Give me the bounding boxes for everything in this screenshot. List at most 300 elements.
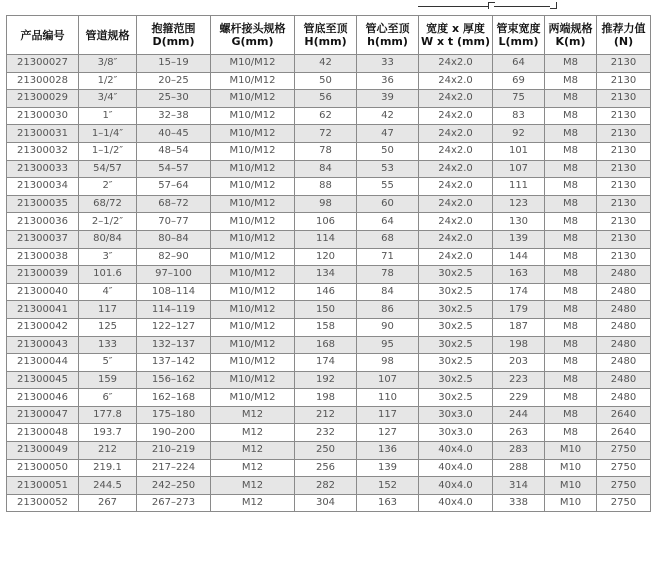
table-cell: 2480: [597, 389, 651, 407]
table-cell: 40x4.0: [419, 442, 493, 460]
table-body: [7, 55, 651, 512]
table-cell: 30x3.0: [419, 406, 493, 424]
table-cell: M10/M12: [211, 107, 295, 125]
table-cell: 2130: [597, 248, 651, 266]
table-cell: 30x2.5: [419, 336, 493, 354]
column-header-label: 两端规格: [548, 22, 593, 35]
table-cell: 174: [493, 283, 545, 301]
table-cell: 219.1: [79, 459, 137, 477]
table-cell: 177.8: [79, 406, 137, 424]
table-cell: 84: [295, 160, 357, 178]
table-cell: M8: [545, 371, 597, 389]
table-row: [7, 494, 651, 512]
table-cell: 282: [295, 477, 357, 495]
table-cell: 250: [295, 442, 357, 460]
table-cell: 21300030: [7, 107, 79, 125]
table-cell: 68/72: [79, 195, 137, 213]
table-cell: M10: [545, 477, 597, 495]
spec-table: [6, 15, 651, 512]
table-cell: 71: [357, 248, 419, 266]
table-cell: 1/2″: [79, 72, 137, 90]
column-header: [211, 16, 295, 55]
table-cell: 1–1/4″: [79, 125, 137, 143]
table-cell: 21300027: [7, 55, 79, 73]
table-cell: 110: [357, 389, 419, 407]
table-cell: M8: [545, 160, 597, 178]
table-cell: 21300050: [7, 459, 79, 477]
table-cell: M10/M12: [211, 318, 295, 336]
table-cell: M10: [545, 459, 597, 477]
table-cell: 134: [295, 266, 357, 284]
table-cell: 62: [295, 107, 357, 125]
table-cell: M10/M12: [211, 389, 295, 407]
table-cell: 162–168: [137, 389, 211, 407]
column-header-unit: (N): [613, 35, 634, 48]
table-cell: 152: [357, 477, 419, 495]
table-cell: M10/M12: [211, 354, 295, 372]
table-cell: 69: [493, 72, 545, 90]
table-cell: 60: [357, 195, 419, 213]
table-cell: 54–57: [137, 160, 211, 178]
table-cell: 21300042: [7, 318, 79, 336]
table-cell: 24x2.0: [419, 195, 493, 213]
table-cell: 70–77: [137, 213, 211, 231]
table-row: [7, 459, 651, 477]
table-cell: 314: [493, 477, 545, 495]
table-cell: 212: [79, 442, 137, 460]
table-row: [7, 406, 651, 424]
table-cell: M8: [545, 266, 597, 284]
table-cell: 21300029: [7, 90, 79, 108]
table-row: [7, 72, 651, 90]
table-cell: 267–273: [137, 494, 211, 512]
table-cell: 187: [493, 318, 545, 336]
table-cell: M10/M12: [211, 195, 295, 213]
table-cell: M10/M12: [211, 160, 295, 178]
table-cell: 2480: [597, 371, 651, 389]
table-cell: 2130: [597, 142, 651, 160]
table-row: [7, 424, 651, 442]
table-cell: M10/M12: [211, 125, 295, 143]
table-cell: 2480: [597, 354, 651, 372]
table-cell: 21300038: [7, 248, 79, 266]
table-row: [7, 90, 651, 108]
table-cell: 21300048: [7, 424, 79, 442]
table-cell: 2130: [597, 213, 651, 231]
table-cell: M10/M12: [211, 230, 295, 248]
table-cell: 203: [493, 354, 545, 372]
table-cell: 2480: [597, 266, 651, 284]
table-row: [7, 336, 651, 354]
table-cell: 21300036: [7, 213, 79, 231]
table-cell: 174: [295, 354, 357, 372]
table-cell: 123: [493, 195, 545, 213]
table-cell: M8: [545, 213, 597, 231]
table-cell: 24x2.0: [419, 213, 493, 231]
table-row: [7, 266, 651, 284]
table-cell: 42: [357, 107, 419, 125]
table-cell: 163: [493, 266, 545, 284]
table-cell: M12: [211, 442, 295, 460]
table-cell: 2130: [597, 195, 651, 213]
table-cell: 156–162: [137, 371, 211, 389]
table-cell: 21300044: [7, 354, 79, 372]
table-cell: 24x2.0: [419, 55, 493, 73]
table-cell: 107: [493, 160, 545, 178]
table-row: [7, 389, 651, 407]
column-header-label: 推荐力值: [601, 22, 646, 35]
table-cell: 114: [295, 230, 357, 248]
table-cell: M8: [545, 142, 597, 160]
table-row: [7, 142, 651, 160]
table-cell: M10/M12: [211, 371, 295, 389]
table-cell: 30x2.5: [419, 301, 493, 319]
table-cell: 137–142: [137, 354, 211, 372]
table-cell: 40–45: [137, 125, 211, 143]
table-cell: 101: [493, 142, 545, 160]
table-cell: 2750: [597, 442, 651, 460]
table-cell: M10: [545, 494, 597, 512]
table-cell: 6″: [79, 389, 137, 407]
table-cell: 2750: [597, 459, 651, 477]
table-cell: 158: [295, 318, 357, 336]
table-header-row: [7, 16, 651, 55]
table-cell: M8: [545, 354, 597, 372]
table-cell: 24x2.0: [419, 248, 493, 266]
table-cell: 130: [493, 213, 545, 231]
table-cell: 2640: [597, 424, 651, 442]
table-cell: M12: [211, 424, 295, 442]
table-cell: 86: [357, 301, 419, 319]
table-cell: 150: [295, 301, 357, 319]
table-cell: 39: [357, 90, 419, 108]
table-cell: 80/84: [79, 230, 137, 248]
table-cell: 242–250: [137, 477, 211, 495]
table-cell: 283: [493, 442, 545, 460]
table-cell: M8: [545, 318, 597, 336]
table-cell: 30x3.0: [419, 424, 493, 442]
table-row: [7, 178, 651, 196]
table-cell: 256: [295, 459, 357, 477]
table-cell: 21300041: [7, 301, 79, 319]
table-cell: 80–84: [137, 230, 211, 248]
table-cell: 15–19: [137, 55, 211, 73]
column-header: [295, 16, 357, 55]
table-cell: 217–224: [137, 459, 211, 477]
table-cell: 338: [493, 494, 545, 512]
table-cell: 21300032: [7, 142, 79, 160]
table-cell: M10/M12: [211, 301, 295, 319]
table-cell: 175–180: [137, 406, 211, 424]
column-header-unit: G(mm): [231, 35, 274, 48]
table-cell: M10/M12: [211, 142, 295, 160]
table-cell: 146: [295, 283, 357, 301]
table-cell: 2480: [597, 283, 651, 301]
table-cell: 21300052: [7, 494, 79, 512]
table-row: [7, 125, 651, 143]
table-cell: M10: [545, 442, 597, 460]
table-cell: 132–137: [137, 336, 211, 354]
table-cell: 21300037: [7, 230, 79, 248]
table-cell: 21300035: [7, 195, 79, 213]
table-cell: 139: [493, 230, 545, 248]
table-row: [7, 442, 651, 460]
table-row: [7, 195, 651, 213]
table-cell: 53: [357, 160, 419, 178]
table-cell: 2750: [597, 477, 651, 495]
table-cell: 2130: [597, 107, 651, 125]
table-cell: 2640: [597, 406, 651, 424]
table-cell: 30x2.5: [419, 371, 493, 389]
table-cell: M10/M12: [211, 72, 295, 90]
column-header-unit: K(m): [555, 35, 586, 48]
table-row: [7, 107, 651, 125]
table-cell: 168: [295, 336, 357, 354]
table-cell: 198: [493, 336, 545, 354]
table-cell: M8: [545, 230, 597, 248]
table-cell: M8: [545, 107, 597, 125]
table-cell: 2480: [597, 336, 651, 354]
table-row: [7, 477, 651, 495]
table-cell: 30x2.5: [419, 354, 493, 372]
table-cell: 2–1/2″: [79, 213, 137, 231]
table-cell: 244: [493, 406, 545, 424]
table-row: [7, 160, 651, 178]
table-cell: 98: [357, 354, 419, 372]
table-cell: 179: [493, 301, 545, 319]
column-header-unit: H(mm): [304, 35, 347, 48]
table-cell: 190–200: [137, 424, 211, 442]
column-header-unit: D(mm): [152, 35, 195, 48]
table-cell: M12: [211, 406, 295, 424]
column-header-unit: h(mm): [367, 35, 408, 48]
table-cell: M10/M12: [211, 55, 295, 73]
table-cell: 21300034: [7, 178, 79, 196]
column-header-label: 抱箍范围: [151, 22, 196, 35]
table-cell: 2″: [79, 178, 137, 196]
table-cell: M8: [545, 424, 597, 442]
table-cell: 2130: [597, 230, 651, 248]
table-cell: M8: [545, 301, 597, 319]
column-header: [137, 16, 211, 55]
table-cell: 263: [493, 424, 545, 442]
table-cell: 68–72: [137, 195, 211, 213]
table-cell: 144: [493, 248, 545, 266]
table-cell: 122–127: [137, 318, 211, 336]
top-bracket-mark: [0, 0, 658, 14]
table-cell: 36: [357, 72, 419, 90]
table-cell: 210–219: [137, 442, 211, 460]
column-header-label: 管束宽度: [496, 22, 541, 35]
table-cell: 64: [493, 55, 545, 73]
table-cell: 193.7: [79, 424, 137, 442]
table-cell: 232: [295, 424, 357, 442]
column-header: [493, 16, 545, 55]
table-cell: 2130: [597, 160, 651, 178]
table-cell: 24x2.0: [419, 178, 493, 196]
table-cell: 267: [79, 494, 137, 512]
table-cell: 163: [357, 494, 419, 512]
column-header-unit: W x t (mm): [421, 35, 490, 48]
table-cell: 92: [493, 125, 545, 143]
table-cell: 24x2.0: [419, 125, 493, 143]
table-cell: 30x2.5: [419, 389, 493, 407]
table-cell: 97–100: [137, 266, 211, 284]
table-cell: M8: [545, 406, 597, 424]
table-cell: 40x4.0: [419, 477, 493, 495]
table-cell: 42: [295, 55, 357, 73]
table-cell: M8: [545, 195, 597, 213]
table-cell: 229: [493, 389, 545, 407]
table-cell: M8: [545, 283, 597, 301]
column-header: [419, 16, 493, 55]
table-cell: 304: [295, 494, 357, 512]
table-cell: 2750: [597, 494, 651, 512]
table-cell: 106: [295, 213, 357, 231]
table-cell: 72: [295, 125, 357, 143]
column-header-label: 螺杆接头规格: [219, 22, 286, 35]
column-header: [597, 16, 651, 55]
table-cell: 30x2.5: [419, 266, 493, 284]
table-cell: M12: [211, 494, 295, 512]
table-cell: 40x4.0: [419, 459, 493, 477]
table-row: [7, 301, 651, 319]
table-cell: 50: [295, 72, 357, 90]
table-cell: 127: [357, 424, 419, 442]
table-cell: 1″: [79, 107, 137, 125]
table-cell: 125: [79, 318, 137, 336]
table-cell: 21300047: [7, 406, 79, 424]
table-cell: M8: [545, 389, 597, 407]
table-cell: 90: [357, 318, 419, 336]
column-header-label: 产品编号: [20, 28, 65, 42]
table-cell: 288: [493, 459, 545, 477]
table-cell: 244.5: [79, 477, 137, 495]
table-cell: 24x2.0: [419, 107, 493, 125]
table-cell: 212: [295, 406, 357, 424]
column-header-label: 管底至顶: [303, 22, 348, 35]
column-header-label: 管心至顶: [365, 22, 410, 35]
table-row: [7, 318, 651, 336]
table-cell: 78: [357, 266, 419, 284]
table-cell: 2480: [597, 318, 651, 336]
table-cell: 24x2.0: [419, 230, 493, 248]
table-cell: M10/M12: [211, 336, 295, 354]
table-cell: 55: [357, 178, 419, 196]
table-cell: 21300046: [7, 389, 79, 407]
table-cell: 24x2.0: [419, 72, 493, 90]
table-cell: 24x2.0: [419, 142, 493, 160]
table-cell: 75: [493, 90, 545, 108]
table-cell: 21300033: [7, 160, 79, 178]
table-cell: 2130: [597, 90, 651, 108]
table-cell: 2130: [597, 55, 651, 73]
column-header: [545, 16, 597, 55]
table-row: [7, 371, 651, 389]
table-cell: 2130: [597, 125, 651, 143]
table-cell: 192: [295, 371, 357, 389]
column-header: [357, 16, 419, 55]
table-cell: 21300045: [7, 371, 79, 389]
table-cell: 21300043: [7, 336, 79, 354]
table-cell: 114–119: [137, 301, 211, 319]
table-cell: M12: [211, 477, 295, 495]
table-cell: 3/8″: [79, 55, 137, 73]
table-cell: M8: [545, 178, 597, 196]
table-cell: 223: [493, 371, 545, 389]
column-header-label: 宽度 x 厚度: [426, 22, 485, 35]
table-cell: 30x2.5: [419, 318, 493, 336]
table-cell: 117: [79, 301, 137, 319]
table-cell: 21300028: [7, 72, 79, 90]
column-header: [7, 16, 79, 55]
column-header: [79, 16, 137, 55]
table-cell: 21300049: [7, 442, 79, 460]
table-cell: M8: [545, 125, 597, 143]
table-cell: 82–90: [137, 248, 211, 266]
table-cell: 1–1/2″: [79, 142, 137, 160]
table-cell: M10/M12: [211, 90, 295, 108]
table-cell: 47: [357, 125, 419, 143]
column-header-unit: L(mm): [498, 35, 539, 48]
table-cell: 21300031: [7, 125, 79, 143]
table-cell: M12: [211, 459, 295, 477]
table-cell: 159: [79, 371, 137, 389]
table-cell: 111: [493, 178, 545, 196]
table-cell: M10/M12: [211, 213, 295, 231]
table-cell: 198: [295, 389, 357, 407]
table-cell: 98: [295, 195, 357, 213]
table-cell: 32–38: [137, 107, 211, 125]
column-header-label: 管道规格: [85, 28, 130, 42]
table-cell: 3/4″: [79, 90, 137, 108]
table-cell: 88: [295, 178, 357, 196]
table-cell: 2130: [597, 72, 651, 90]
table-cell: 48–54: [137, 142, 211, 160]
table-row: [7, 354, 651, 372]
table-cell: 5″: [79, 354, 137, 372]
table-cell: 101.6: [79, 266, 137, 284]
table-cell: 54/57: [79, 160, 137, 178]
table-cell: 30x2.5: [419, 283, 493, 301]
table-cell: 24x2.0: [419, 160, 493, 178]
table-cell: 139: [357, 459, 419, 477]
table-cell: 56: [295, 90, 357, 108]
table-cell: 78: [295, 142, 357, 160]
table-cell: 40x4.0: [419, 494, 493, 512]
table-cell: M8: [545, 72, 597, 90]
table-cell: 25–30: [137, 90, 211, 108]
table-cell: 21300040: [7, 283, 79, 301]
table-row: [7, 213, 651, 231]
table-cell: M8: [545, 55, 597, 73]
table-cell: 24x2.0: [419, 90, 493, 108]
table-row: [7, 230, 651, 248]
table-cell: 95: [357, 336, 419, 354]
table-cell: 84: [357, 283, 419, 301]
table-cell: 117: [357, 406, 419, 424]
table-row: [7, 248, 651, 266]
table-cell: M8: [545, 336, 597, 354]
table-cell: 2130: [597, 178, 651, 196]
table-cell: 21300051: [7, 477, 79, 495]
table-cell: 2480: [597, 301, 651, 319]
table-cell: 64: [357, 213, 419, 231]
table-cell: M10/M12: [211, 266, 295, 284]
table-cell: 4″: [79, 283, 137, 301]
table-row: [7, 283, 651, 301]
table-row: [7, 55, 651, 73]
